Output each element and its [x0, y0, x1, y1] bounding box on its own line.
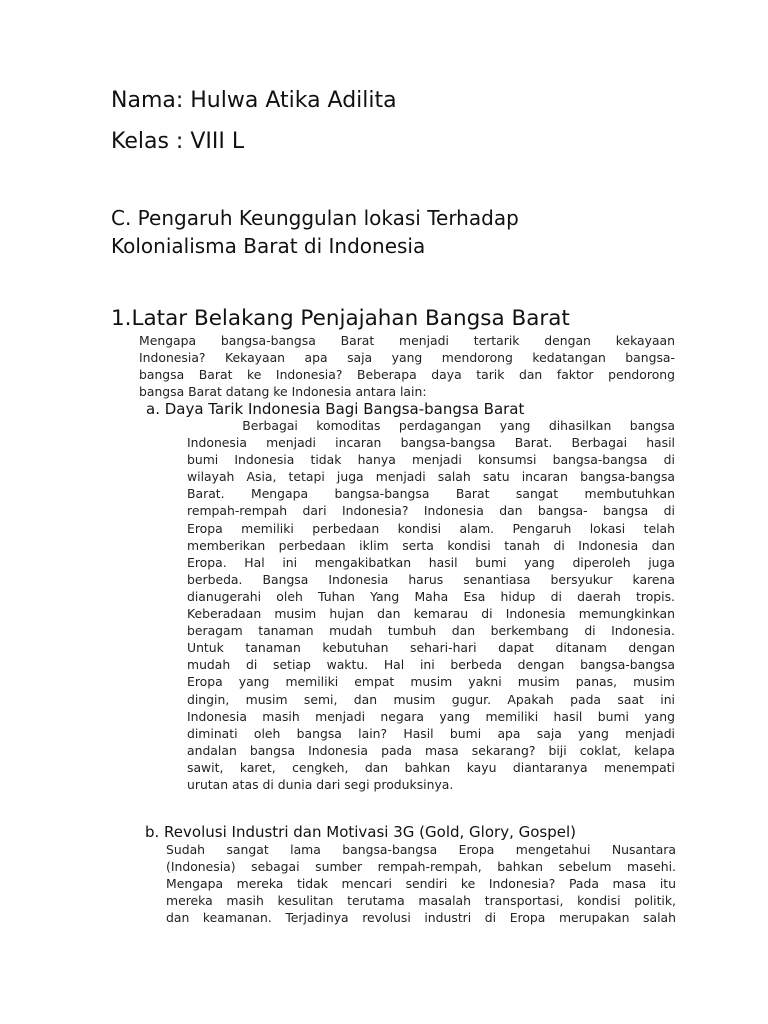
paragraph-line: dianugerahi oleh Tuhan Yang Maha Esa hidup di daerah tropis.	[187, 588, 675, 604]
paragraph-a	[187, 417, 675, 793]
paragraph-line: Eropa. Hal ini mengakibatkan hasil bumi yang diperoleh juga	[187, 554, 675, 570]
paragraph-line: Indonesia? Kekayaan apa saja yang mendorong kedatangan bangsa-	[139, 350, 675, 366]
paragraph-line: dan keamanan. Terjadinya revolusi industri di Eropa merupakan salah	[166, 910, 676, 926]
subheading-a: a. Daya Tarik Indonesia Bagi Bangsa-bangsa Barat	[146, 400, 525, 418]
paragraph-line: Untuk tanaman kebutuhan sehari-hari dapat ditanam dengan	[187, 640, 675, 656]
paragraph-line: berbeda. Bangsa Indonesia harus senantiasa bersyukur karena	[187, 571, 675, 587]
intro-paragraph	[139, 332, 675, 400]
paragraph-line: (Indonesia) sebagai sumber rempah-rempah, bahkan sebelum masehi.	[166, 859, 676, 875]
section-title-line: Kolonialisma Barat di Indonesia	[111, 234, 426, 258]
paragraph-line: Eropa yang memiliki empat musim yakni musim panas, musim	[187, 674, 675, 690]
chapter-heading: 1.Latar Belakang Penjajahan Bangsa Barat	[111, 306, 570, 331]
section-title-line: C. Pengaruh Keunggulan lokasi Terhadap	[111, 206, 519, 230]
paragraph-line: beragam tanaman mudah tumbuh dan berkembang di Indonesia.	[187, 623, 675, 639]
paragraph-line: Indonesia masih menjadi negara yang memiliki hasil bumi yang	[187, 708, 675, 724]
paragraph-line: bangsa Barat datang ke Indonesia antara lain:	[139, 384, 427, 400]
paragraph-line: Mengapa mereka tidak mencari sendiri ke Indonesia? Pada masa itu	[166, 876, 676, 892]
paragraph-line: Eropa memiliki perbedaan kondisi alam. Pengaruh lokasi telah	[187, 520, 675, 536]
paragraph-line: bumi Indonesia tidak hanya menjadi konsumsi bangsa-bangsa di	[187, 452, 675, 468]
paragraph-line: Mengapa bangsa-bangsa Barat menjadi tertarik dengan kekayaan	[139, 333, 675, 348]
paragraph-line: urutan atas di dunia dari segi produksinya.	[187, 776, 454, 792]
paragraph-b	[166, 841, 676, 926]
paragraph-line: memberikan perbedaan iklim serta kondisi tanah di Indonesia dan	[187, 537, 675, 553]
subheading-b: b. Revolusi Industri dan Motivasi 3G (Gold, Glory, Gospel)	[145, 823, 576, 841]
paragraph-line: dingin, musim semi, dan musim gugur. Apakah pada saat ini	[187, 691, 675, 707]
paragraph-line: Berbagai komoditas perdagangan yang dihasilkan bangsa	[187, 418, 675, 433]
paragraph-line: diminati oleh bangsa lain? Hasil bumi apa saja yang menjadi	[187, 725, 675, 741]
paragraph-line: andalan bangsa Indonesia pada masa sekarang? biji coklat, kelapa	[187, 742, 675, 758]
paragraph-line: mereka masih kesulitan terutama masalah transportasi, kondisi politik,	[166, 893, 676, 909]
paragraph-line: rempah-rempah dari Indonesia? Indonesia dan bangsa- bangsa di	[187, 503, 675, 519]
paragraph-line: Sudah sangat lama bangsa-bangsa Eropa mengetahui Nusantara	[166, 842, 676, 857]
paragraph-line: sawit, karet, cengkeh, dan bahkan kayu diantaranya menempati	[187, 759, 675, 775]
paragraph-line: bangsa Barat ke Indonesia? Beberapa daya tarik dan faktor pendorong	[139, 367, 675, 383]
student-name: Nama: Hulwa Atika Adilita	[111, 88, 397, 113]
paragraph-line: Barat. Mengapa bangsa-bangsa Barat sangat membutuhkan	[187, 486, 675, 502]
paragraph-line: Keberadaan musim hujan dan kemarau di Indonesia memungkinkan	[187, 606, 675, 622]
section-title	[111, 204, 671, 260]
paragraph-line: Indonesia menjadi incaran bangsa-bangsa Barat. Berbagai hasil	[187, 435, 675, 451]
paragraph-line: wilayah Asia, tetapi juga menjadi salah satu incaran bangsa-bangsa	[187, 469, 675, 485]
paragraph-line: mudah di setiap waktu. Hal ini berbeda dengan bangsa-bangsa	[187, 657, 675, 673]
student-class: Kelas : VIII L	[111, 129, 245, 154]
